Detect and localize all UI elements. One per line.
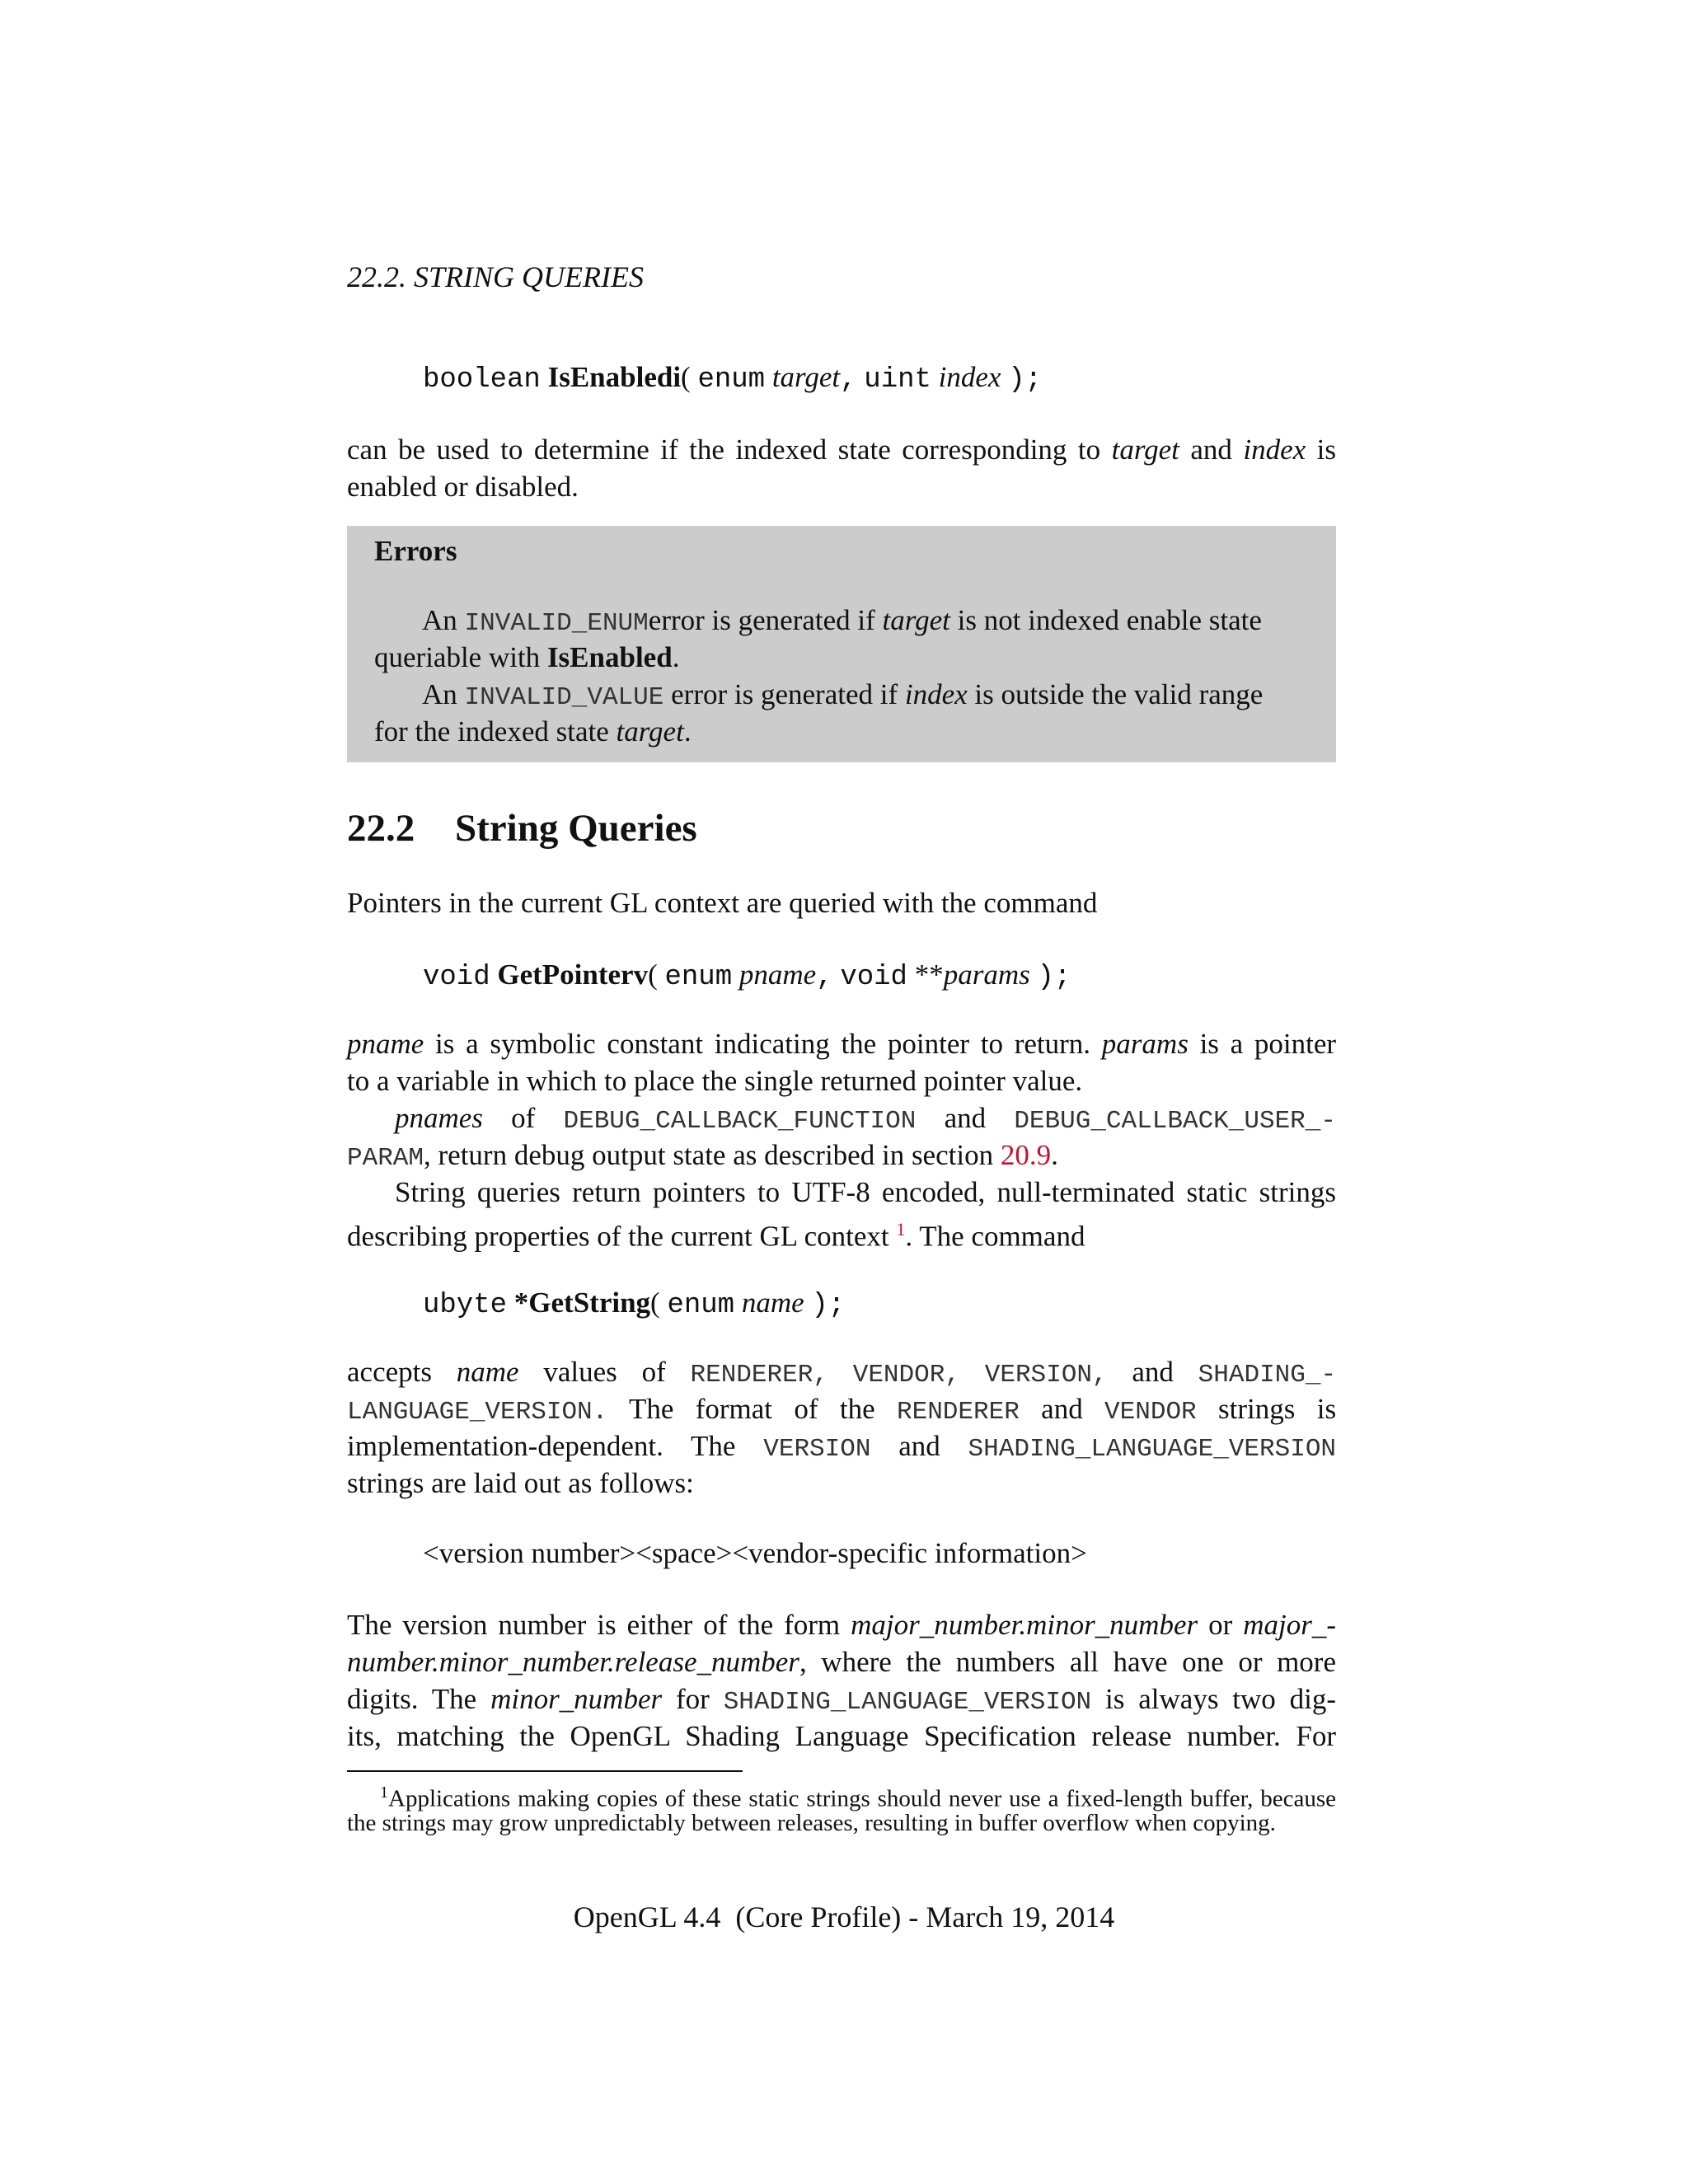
param-type: enum (667, 1290, 735, 1321)
param-type: void (840, 962, 907, 993)
text: of (511, 1102, 536, 1134)
enum-token: VENDOR (1104, 1398, 1197, 1427)
open-paren: ( (681, 361, 698, 393)
text: . (672, 641, 680, 673)
text: . (1051, 1139, 1058, 1171)
open-paren: ( (648, 958, 665, 991)
enum-token: LANGUAGE_VERSION. (347, 1398, 608, 1427)
text: of (794, 1393, 818, 1425)
paragraph-line (347, 1643, 1336, 1680)
paragraph-line (347, 431, 1336, 468)
param-ref: pname (347, 1028, 424, 1060)
text: Applications making copies of these static strings should never use a fixed-length buffer, because (388, 1785, 1336, 1812)
footnote-line: the strings may grow unpredictably between releases, resulting in buffer overflow when copying. (347, 1810, 1276, 1836)
text: An (422, 604, 457, 636)
enum-token: VERSION (763, 1435, 871, 1464)
error-item (374, 602, 1309, 642)
param-name: params (943, 958, 1030, 991)
version-format: <version number><space><vendor-specific information> (423, 1537, 1087, 1569)
paragraph-line: String queries return pointers to UTF-8 encoded, null-terminated static strings (395, 1176, 1336, 1208)
footnote-mark: 1 (380, 1783, 388, 1802)
command-ref: IsEnabled (546, 641, 673, 673)
paragraph-line (347, 1025, 1336, 1062)
text: is outside the valid range (974, 678, 1264, 710)
footnote-link[interactable]: 1 (896, 1219, 906, 1240)
return-type: boolean (423, 364, 541, 396)
text: and (1190, 434, 1232, 466)
enum-token: VERSION, (984, 1361, 1108, 1390)
enum-token: SHADING_LANGUAGE_VERSION (723, 1688, 1092, 1717)
section-heading (347, 806, 697, 851)
paragraph-line (347, 1099, 1336, 1140)
open-paren: ( (650, 1286, 668, 1319)
errors-title: Errors (374, 535, 457, 567)
close-paren: ); (811, 1290, 846, 1321)
param-name: index (938, 361, 1001, 393)
function-name: IsEnabledi (547, 361, 682, 393)
text: queriable with (374, 641, 541, 673)
getpointerv-declaration (423, 956, 1071, 996)
return-type: void (423, 962, 490, 993)
param-name: name (741, 1286, 804, 1319)
pointer-stars: ** (907, 958, 944, 991)
text: is not indexed enable state (957, 604, 1262, 636)
paragraph-line (347, 1390, 1336, 1431)
text: for (676, 1683, 710, 1715)
param-ref: target (616, 715, 684, 748)
text: can be used to determine if the indexed state corresponding to (347, 434, 1101, 466)
param-ref: pnames (395, 1102, 483, 1134)
text: and (1041, 1393, 1083, 1425)
paragraph-line (347, 1606, 1336, 1643)
paragraph-line: its, matching the OpenGL Shading Language Specification release number. For (347, 1720, 1336, 1752)
return-type: ubyte (423, 1290, 508, 1321)
text: The version number is either of the form (347, 1609, 841, 1641)
close-paren: ); (1037, 962, 1071, 993)
footnote-rule (347, 1770, 743, 1772)
text: accepts (347, 1356, 432, 1388)
text: values (543, 1356, 617, 1388)
param-ref: index (1243, 434, 1306, 466)
text: and (898, 1430, 940, 1462)
enum-token: PARAM (347, 1144, 424, 1173)
param-type: enum (697, 364, 766, 396)
param-type: enum (664, 962, 733, 993)
text: The (628, 1393, 674, 1425)
function-name: *GetString (513, 1286, 651, 1319)
paragraph-line: strings are laid out as follows: (347, 1467, 694, 1499)
enum-token: RENDERER, (690, 1361, 828, 1390)
getstring-declaration (423, 1284, 845, 1324)
text: the (839, 1393, 875, 1425)
text: is (1316, 1393, 1337, 1425)
param-type: uint (864, 364, 931, 396)
error-item (374, 676, 1309, 716)
function-name: GetPointerv (497, 958, 649, 991)
param-name: pname (738, 958, 817, 991)
param-ref: target (882, 604, 950, 636)
running-title: 22.2. STRING QUERIES (347, 260, 644, 293)
enum-token: DEBUG_CALLBACK_FUNCTION (563, 1107, 917, 1136)
paragraph-line (347, 1211, 1336, 1255)
paragraph-line (347, 1353, 1336, 1394)
paragraph-line (347, 1137, 1336, 1177)
text: is a symbolic constant indicating the pointer to return. (435, 1028, 1091, 1060)
param-ref: target (1111, 434, 1179, 466)
isenabledi-declaration (423, 359, 1042, 399)
comma: , (840, 364, 857, 396)
section-number: 22.2 (347, 807, 415, 850)
text: The (691, 1430, 736, 1462)
text: , where the numbers all have one or more (799, 1646, 1336, 1678)
error-item-continued (374, 639, 1309, 676)
enum-token: SHADING_LANGUAGE_VERSION (968, 1435, 1337, 1464)
text: for the indexed state (374, 715, 609, 748)
text: error is generated if (648, 604, 875, 636)
param-ref: index (904, 678, 968, 710)
text: or (1208, 1609, 1233, 1641)
text: format (695, 1393, 773, 1425)
text: and (1132, 1356, 1174, 1388)
paragraph-line: to a variable in which to place the single returned pointer value. (347, 1065, 1083, 1097)
format-ref: major_number.minor_number (851, 1609, 1198, 1641)
format-ref: number.minor_number.release_number (347, 1646, 799, 1678)
text: digits. The (347, 1683, 477, 1715)
comma: , (816, 962, 833, 993)
enum-token: SHADING_- (1198, 1361, 1337, 1390)
text: implementation-dependent. (347, 1430, 663, 1462)
paragraph-line: enabled or disabled. (347, 471, 579, 503)
text: is a pointer (1199, 1028, 1337, 1060)
enum-token: VENDOR, (852, 1361, 960, 1390)
paragraph-line (347, 1680, 1336, 1721)
param-name: target (771, 361, 841, 393)
error-item-continued (374, 713, 1309, 750)
section-link[interactable]: 20.9 (1000, 1139, 1052, 1171)
enum-token: DEBUG_CALLBACK_USER_- (1014, 1107, 1336, 1136)
paragraph-line (347, 1427, 1336, 1468)
page-footer: OpenGL 4.4 (Core Profile) - March 19, 2014 (573, 1900, 1115, 1933)
format-ref: minor_number (490, 1683, 663, 1715)
error-code: INVALID_VALUE (464, 683, 664, 712)
paragraph-line: Pointers in the current GL context are queried with the command (347, 887, 1098, 919)
close-paren: ); (1008, 364, 1043, 396)
format-ref: major_- (1243, 1609, 1337, 1641)
text: , return debug output state as described in section (424, 1139, 994, 1171)
param-ref: name (456, 1356, 519, 1388)
text: . The command (905, 1220, 1085, 1253)
error-code: INVALID_ENUM (464, 609, 649, 638)
enum-token: RENDERER (896, 1398, 1020, 1427)
text: describing properties of the current GL context (347, 1220, 889, 1253)
text: strings (1218, 1393, 1296, 1425)
text: error is generated if (671, 678, 898, 710)
text: of (641, 1356, 666, 1388)
text: is (1316, 434, 1337, 466)
text: . (683, 715, 692, 748)
param-ref: params (1101, 1028, 1189, 1060)
running-head (347, 260, 1336, 298)
section-title: String Queries (455, 807, 697, 850)
text: An (422, 678, 457, 710)
text: and (944, 1102, 987, 1134)
text: is always two dig- (1105, 1683, 1337, 1715)
